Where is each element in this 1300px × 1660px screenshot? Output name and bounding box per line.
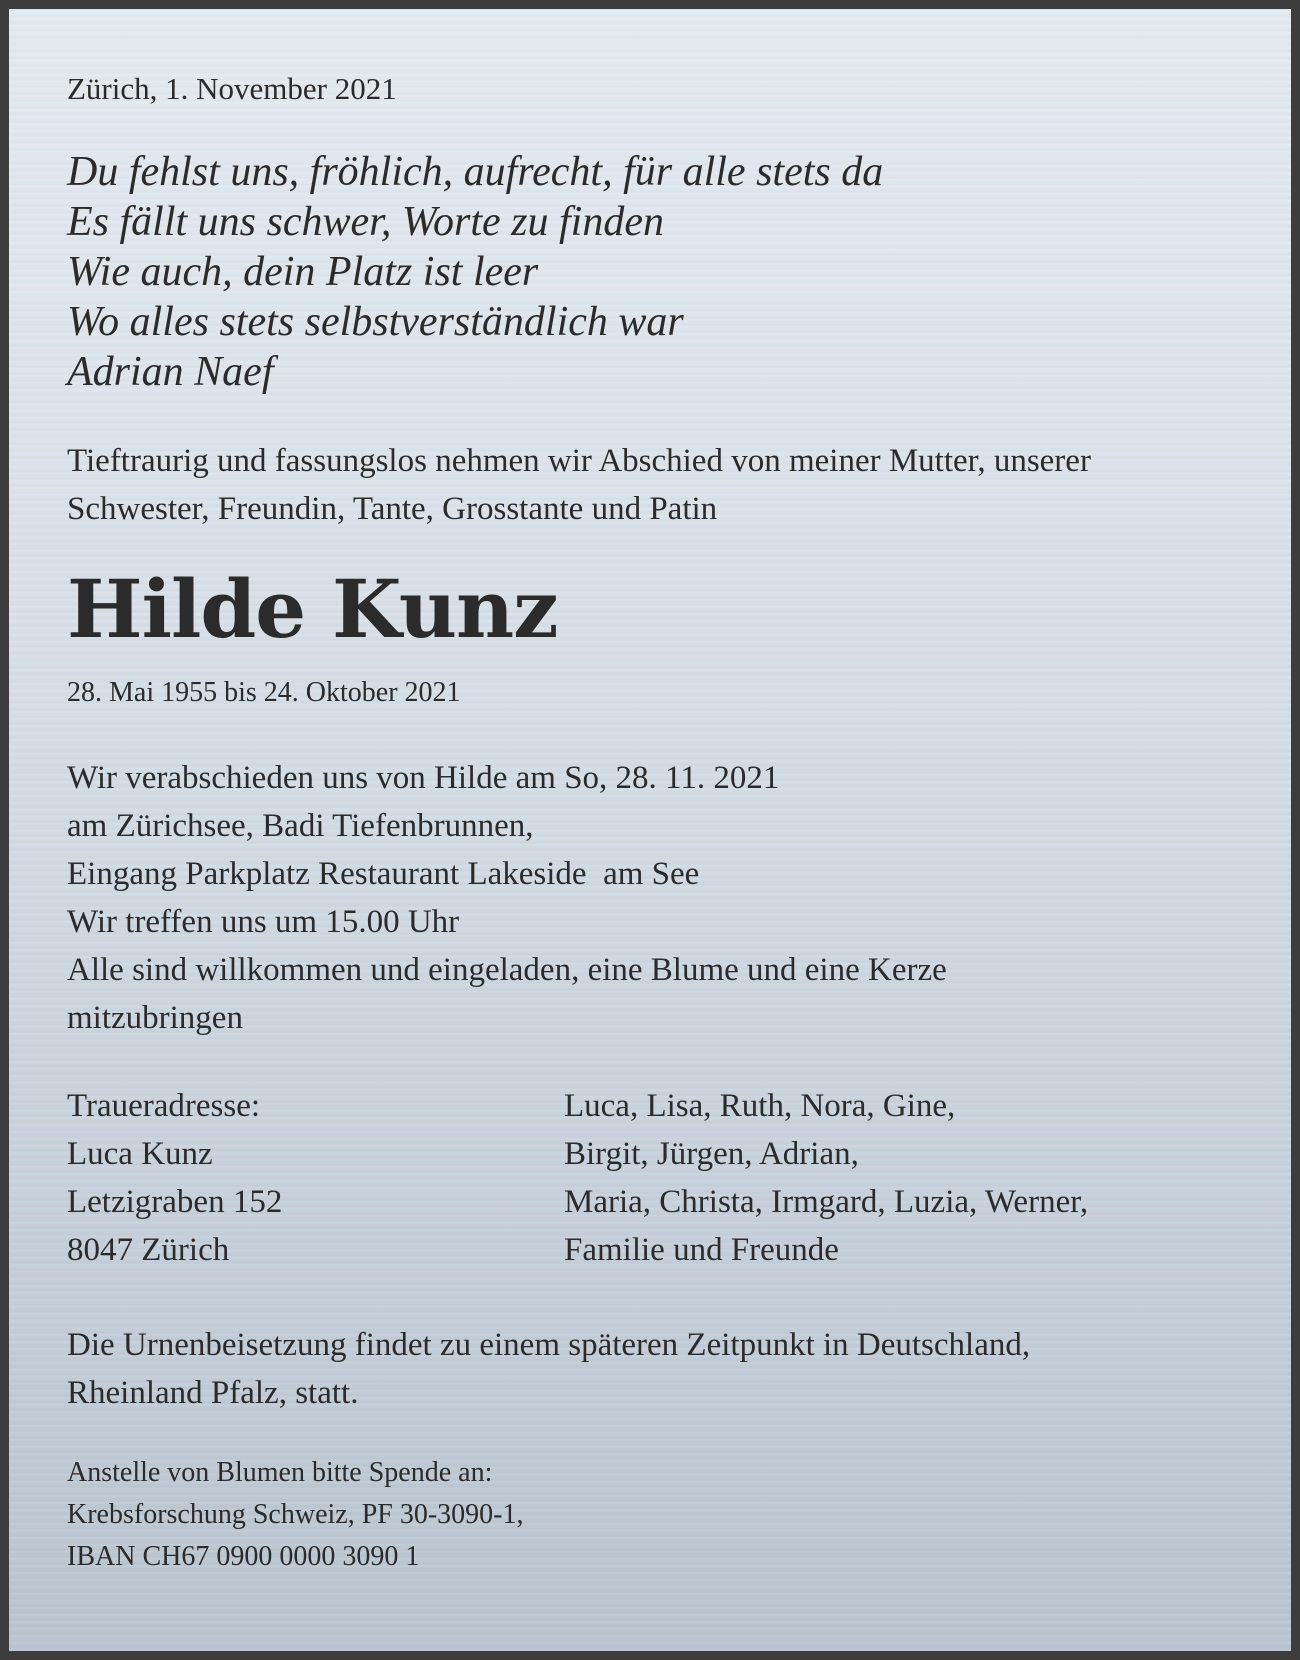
- urn-burial-note: [67, 1321, 1030, 1417]
- address-line: 8047 Zürich: [67, 1232, 230, 1268]
- address-line: Luca Kunz: [67, 1136, 213, 1172]
- urn-line: Rheinland Pfalz, statt.: [67, 1375, 359, 1411]
- ceremony-line: Wir treffen uns um 15.00 Uhr: [67, 904, 460, 940]
- ceremony-line: Wir verabschieden uns von Hilde am So, 28. 11. 2021: [67, 760, 780, 796]
- ceremony-line: am Zürichsee, Badi Tiefenbrunnen,: [67, 808, 534, 844]
- poem-line: Du fehlst uns, fröhlich, aufrecht, für alle stets da: [67, 149, 884, 195]
- poem-line: Es fällt uns schwer, Worte zu finden: [67, 199, 664, 245]
- ceremony-line: mitzubringen: [67, 1000, 243, 1036]
- deceased-name: Hilde Kunz: [67, 562, 558, 656]
- mourning-address: [67, 1082, 282, 1274]
- life-dates: 28. Mai 1955 bis 24. Oktober 2021: [67, 677, 461, 708]
- donation-line: Anstelle von Blumen bitte Spende an:: [67, 1457, 493, 1488]
- mourners-line: Maria, Christa, Irmgard, Luzia, Werner,: [564, 1184, 1089, 1220]
- address-label: Traueradresse:: [67, 1088, 261, 1124]
- ceremony-info: [67, 754, 947, 1042]
- place-date: Zürich, 1. November 2021: [67, 71, 397, 106]
- donation-line: Krebsforschung Schweiz, PF 30-3090-1,: [67, 1499, 524, 1530]
- mourners-line: Luca, Lisa, Ruth, Nora, Gine,: [564, 1088, 956, 1124]
- intro-line: Tieftraurig und fassungslos nehmen wir Abschied von meiner Mutter, unserer: [67, 443, 1091, 479]
- donation-iban: IBAN CH67 0900 0000 3090 1: [67, 1541, 420, 1572]
- mourners-line: Familie und Freunde: [564, 1232, 839, 1268]
- intro-line: Schwester, Freundin, Tante, Grosstante und Patin: [67, 491, 718, 527]
- donation-info: [67, 1452, 524, 1578]
- address-line: Letzigraben 152: [67, 1184, 283, 1220]
- poem: [67, 147, 883, 397]
- mourners-line: Birgit, Jürgen, Adrian,: [564, 1136, 859, 1172]
- intro-text: [67, 437, 1267, 533]
- ceremony-line: Alle sind willkommen und eingeladen, eine Blume und eine Kerze: [67, 952, 947, 988]
- urn-line: Die Urnenbeisetzung findet zu einem späteren Zeitpunkt in Deutschland,: [67, 1327, 1031, 1363]
- poem-line: Wo alles stets selbstverständlich war: [67, 299, 684, 345]
- poem-author: Adrian Naef: [67, 349, 274, 395]
- ceremony-line: Eingang Parkplatz Restaurant Lakeside am See: [67, 856, 700, 892]
- poem-line: Wie auch, dein Platz ist leer: [67, 249, 539, 295]
- mourners-list: [564, 1082, 1088, 1274]
